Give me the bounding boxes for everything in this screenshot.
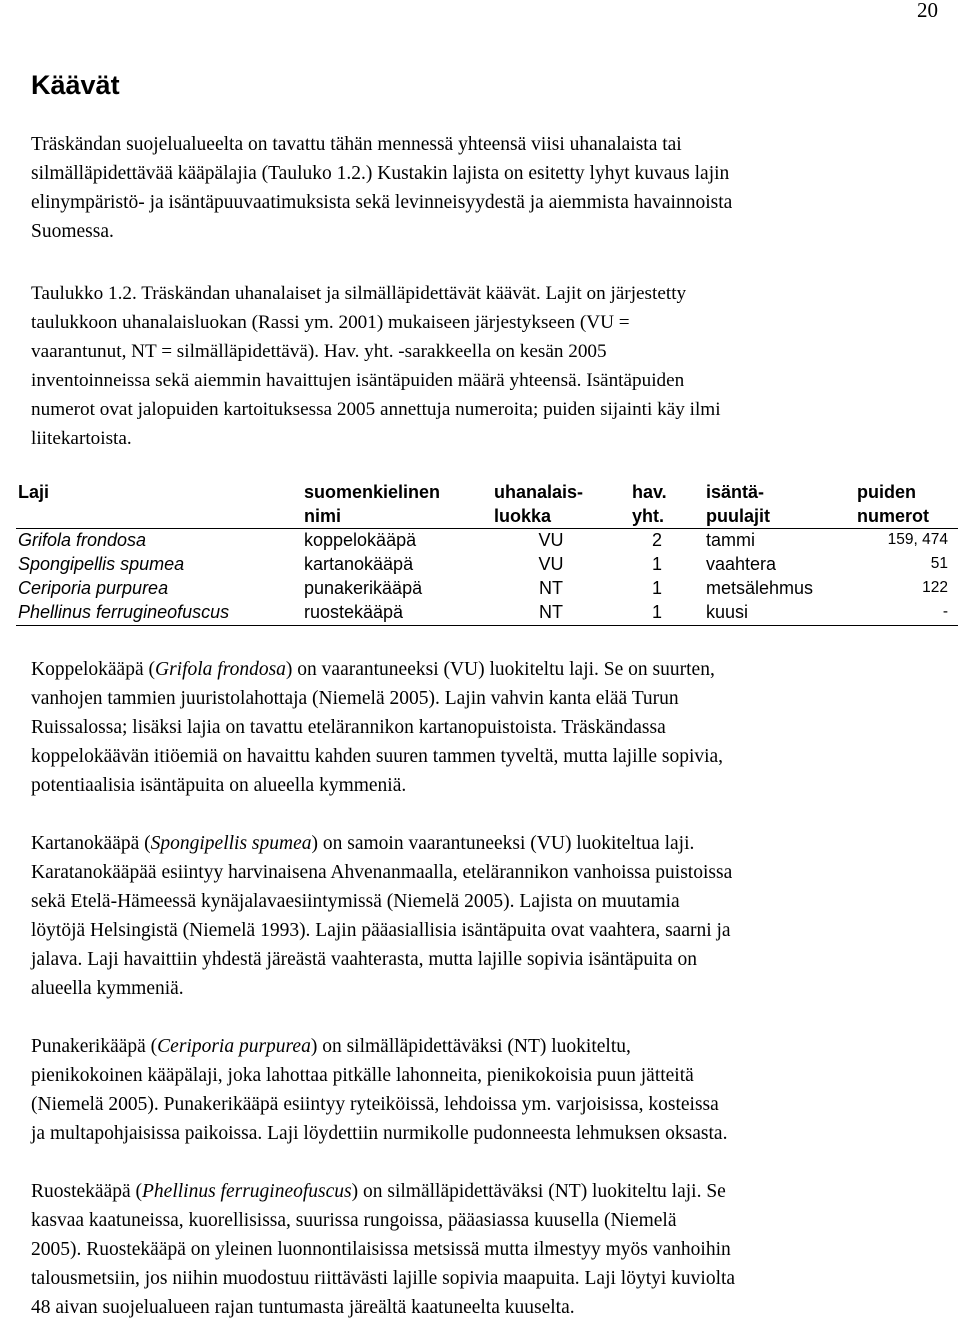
cell-luokka: NT	[539, 578, 563, 598]
cell-nimi: punakerikääpä	[304, 578, 423, 598]
text-line: Karatanokääpää esiintyy harvinaisena Ahvenanmaalla, etelärannikon vanhoissa puistoissa	[31, 862, 733, 883]
cell-luokka: NT	[539, 602, 563, 622]
text-line: koppelokäävän itiöemiä on havaittu kahden suuren tammen tyveltä, mutta lajille sopivia,	[31, 746, 724, 767]
cell-puulajit: tammi	[706, 530, 755, 550]
cell-nimi: ruostekääpä	[304, 602, 404, 622]
table-row	[16, 600, 958, 624]
cell-laji: Spongipellis spumea	[18, 554, 185, 574]
table-bottom-rule	[16, 625, 958, 626]
cell-puulajit: vaahtera	[706, 554, 777, 574]
cell-luokka: VU	[538, 554, 564, 574]
text-line: ja multapohjaisissa paikoissa. Laji löydettiin nurmikolle pudonneesta lehmuksen oksasta.	[31, 1123, 728, 1144]
species-table	[16, 480, 958, 624]
text-line: (Niemelä 2005). Punakerikääpä esiintyy ryteiköissä, lehdoissa ym. varjoisissa, kosteissa	[31, 1094, 719, 1115]
text-line: talousmetsiin, jos niihin muodostuu riittävästi lajille sopivia maapuita. Laji löytyi kuviolta	[31, 1268, 736, 1289]
koppelokaapa-paragraph	[31, 655, 943, 800]
text-line: kasvaa kaatuneissa, kuorellisissa, suurissa rungoissa, pääasiassa kuusella (Niemelä	[31, 1210, 677, 1231]
cell-puulajit: metsälehmus	[706, 578, 814, 598]
text-line: Punakerikääpä (Ceriporia purpurea) on silmälläpidettäväksi (NT) luokiteltu,	[31, 1036, 631, 1057]
species-name: Phellinus ferrugineofuscus	[142, 1181, 352, 1202]
species-name: Ceriporia purpurea	[157, 1036, 311, 1057]
species-name: Spongipellis spumea	[150, 833, 312, 854]
text-line: silmälläpidettävää kääpälajia (Tauluko 1.2.) Kustakin lajista on esitetty lyhyt kuvaus lajin	[31, 163, 730, 184]
cell-puulajit: kuusi	[706, 602, 749, 622]
text-line: 48 aivan suojelualueen rajan tuntumasta järeältä kaatuneelta kuuselta.	[31, 1297, 575, 1318]
cell-laji: Ceriporia purpurea	[18, 578, 169, 598]
header-isantapuulajit: isäntä- puulajit	[706, 482, 770, 526]
text-line: liitekartoista.	[31, 428, 132, 449]
text-line: potentiaalisia isäntäpuita on alueella kymmeniä.	[31, 775, 407, 796]
table-row	[16, 576, 958, 600]
header-puiden-numerot: puiden numerot	[857, 482, 929, 526]
text-line: Suomessa.	[31, 221, 114, 242]
text-line: numerot ovat jalopuiden kartoituksessa 2005 annettuja numeroita; puiden sijainti käy ilmi	[31, 399, 721, 420]
cell-numerot: 122	[922, 579, 948, 596]
cell-laji: Phellinus ferrugineofuscus	[18, 602, 230, 622]
text-line: pienikokoinen kääpälaji, joka lahottaa pitkälle lahonneita, pienikokoisia puun jätteitä	[31, 1065, 694, 1086]
header-hav-yht: hav. yht.	[632, 482, 667, 526]
table-row	[16, 552, 958, 576]
cell-numerot: -	[942, 603, 948, 620]
punakerikaapa-paragraph	[31, 1032, 943, 1148]
text-line: Taulukko 1.2. Träskändan uhanalaiset ja silmälläpidettävät käävät. Lajit on järjestetty	[31, 283, 687, 304]
text-line: sekä Etelä-Hämeessä kynäjalavaesiintymissä (Niemelä 2005). Lajista on muutamia	[31, 891, 680, 912]
cell-nimi: kartanokääpä	[304, 554, 414, 574]
intro-paragraph	[31, 130, 943, 246]
species-name: Grifola frondosa	[155, 659, 286, 680]
text-line: Koppelokääpä (Grifola frondosa) on vaarantuneeksi (VU) luokiteltu laji. Se on suurten,	[31, 659, 715, 680]
table-row	[16, 528, 958, 552]
cell-hav: 1	[651, 578, 662, 598]
cell-numerot: 159, 474	[887, 531, 948, 548]
text-line: löytöjä Helsingistä (Niemelä 1993). Lajin pääasiallisia isäntäpuita ovat vaahtera, saarni ja	[31, 920, 731, 941]
text-line: 2005). Ruostekääpä on yleinen luonnontilaisissa metsissä mutta ilmestyy myös vanhoihin	[31, 1239, 731, 1260]
text-line: jalava. Laji havaittiin yhdestä järeästä vaahterasta, mutta lajille sopivia isäntäpuita on	[31, 949, 698, 970]
text-line: Ruostekääpä (Phellinus ferrugineofuscus) on silmälläpidettäväksi (NT) luokiteltu laji. Se	[31, 1181, 726, 1202]
kartanokaapa-paragraph	[31, 829, 943, 1003]
text-line: inventoinneissa sekä aiemmin havaittujen isäntäpuiden määrä yhteensä. Isäntäpuiden	[31, 370, 685, 391]
ruostekaapa-paragraph	[31, 1177, 943, 1322]
cell-hav: 1	[651, 554, 662, 574]
table-caption	[31, 279, 943, 453]
cell-numerot: 51	[930, 555, 948, 572]
text-line: Kartanokääpä (Spongipellis spumea) on samoin vaarantuneeksi (VU) luokiteltua laji.	[31, 833, 695, 854]
text-line: vanhojen tammien juuristolahottaja (Niemelä 2005). Lajin vahvin kanta elää Turun	[31, 688, 679, 709]
text-line: taulukkoon uhanalaisluokan (Rassi ym. 2001) mukaiseen järjestykseen (VU =	[31, 312, 630, 333]
section-heading: Käävät	[31, 70, 120, 100]
header-suomenkielinen-nimi: suomenkielinen nimi	[304, 482, 441, 526]
header-laji: Laji	[18, 482, 50, 502]
page-number: 20	[917, 0, 938, 22]
header-uhanalaisluokka: uhanalais- luokka	[494, 482, 584, 526]
text-line: alueella kymmeniä.	[31, 978, 184, 999]
table-header-row	[16, 480, 958, 528]
cell-hav: 2	[651, 530, 662, 550]
text-line: Träskändan suojelualueelta on tavattu tähän mennessä yhteensä viisi uhanalaista tai	[31, 134, 682, 155]
cell-laji: Grifola frondosa	[18, 530, 147, 550]
cell-nimi: koppelokääpä	[304, 530, 417, 550]
text-line: Ruissalossa; lisäksi lajia on tavattu etelärannikon kartanopuistoista. Träskändassa	[31, 717, 666, 738]
text-line: elinympäristö- ja isäntäpuuvaatimuksista sekä levinneisyydestä ja aiemmista havainnoista	[31, 192, 733, 213]
cell-luokka: VU	[538, 530, 564, 550]
cell-hav: 1	[651, 602, 662, 622]
text-line: vaarantunut, NT = silmälläpidettävä). Hav. yht. -sarakkeella on kesän 2005	[31, 341, 607, 362]
